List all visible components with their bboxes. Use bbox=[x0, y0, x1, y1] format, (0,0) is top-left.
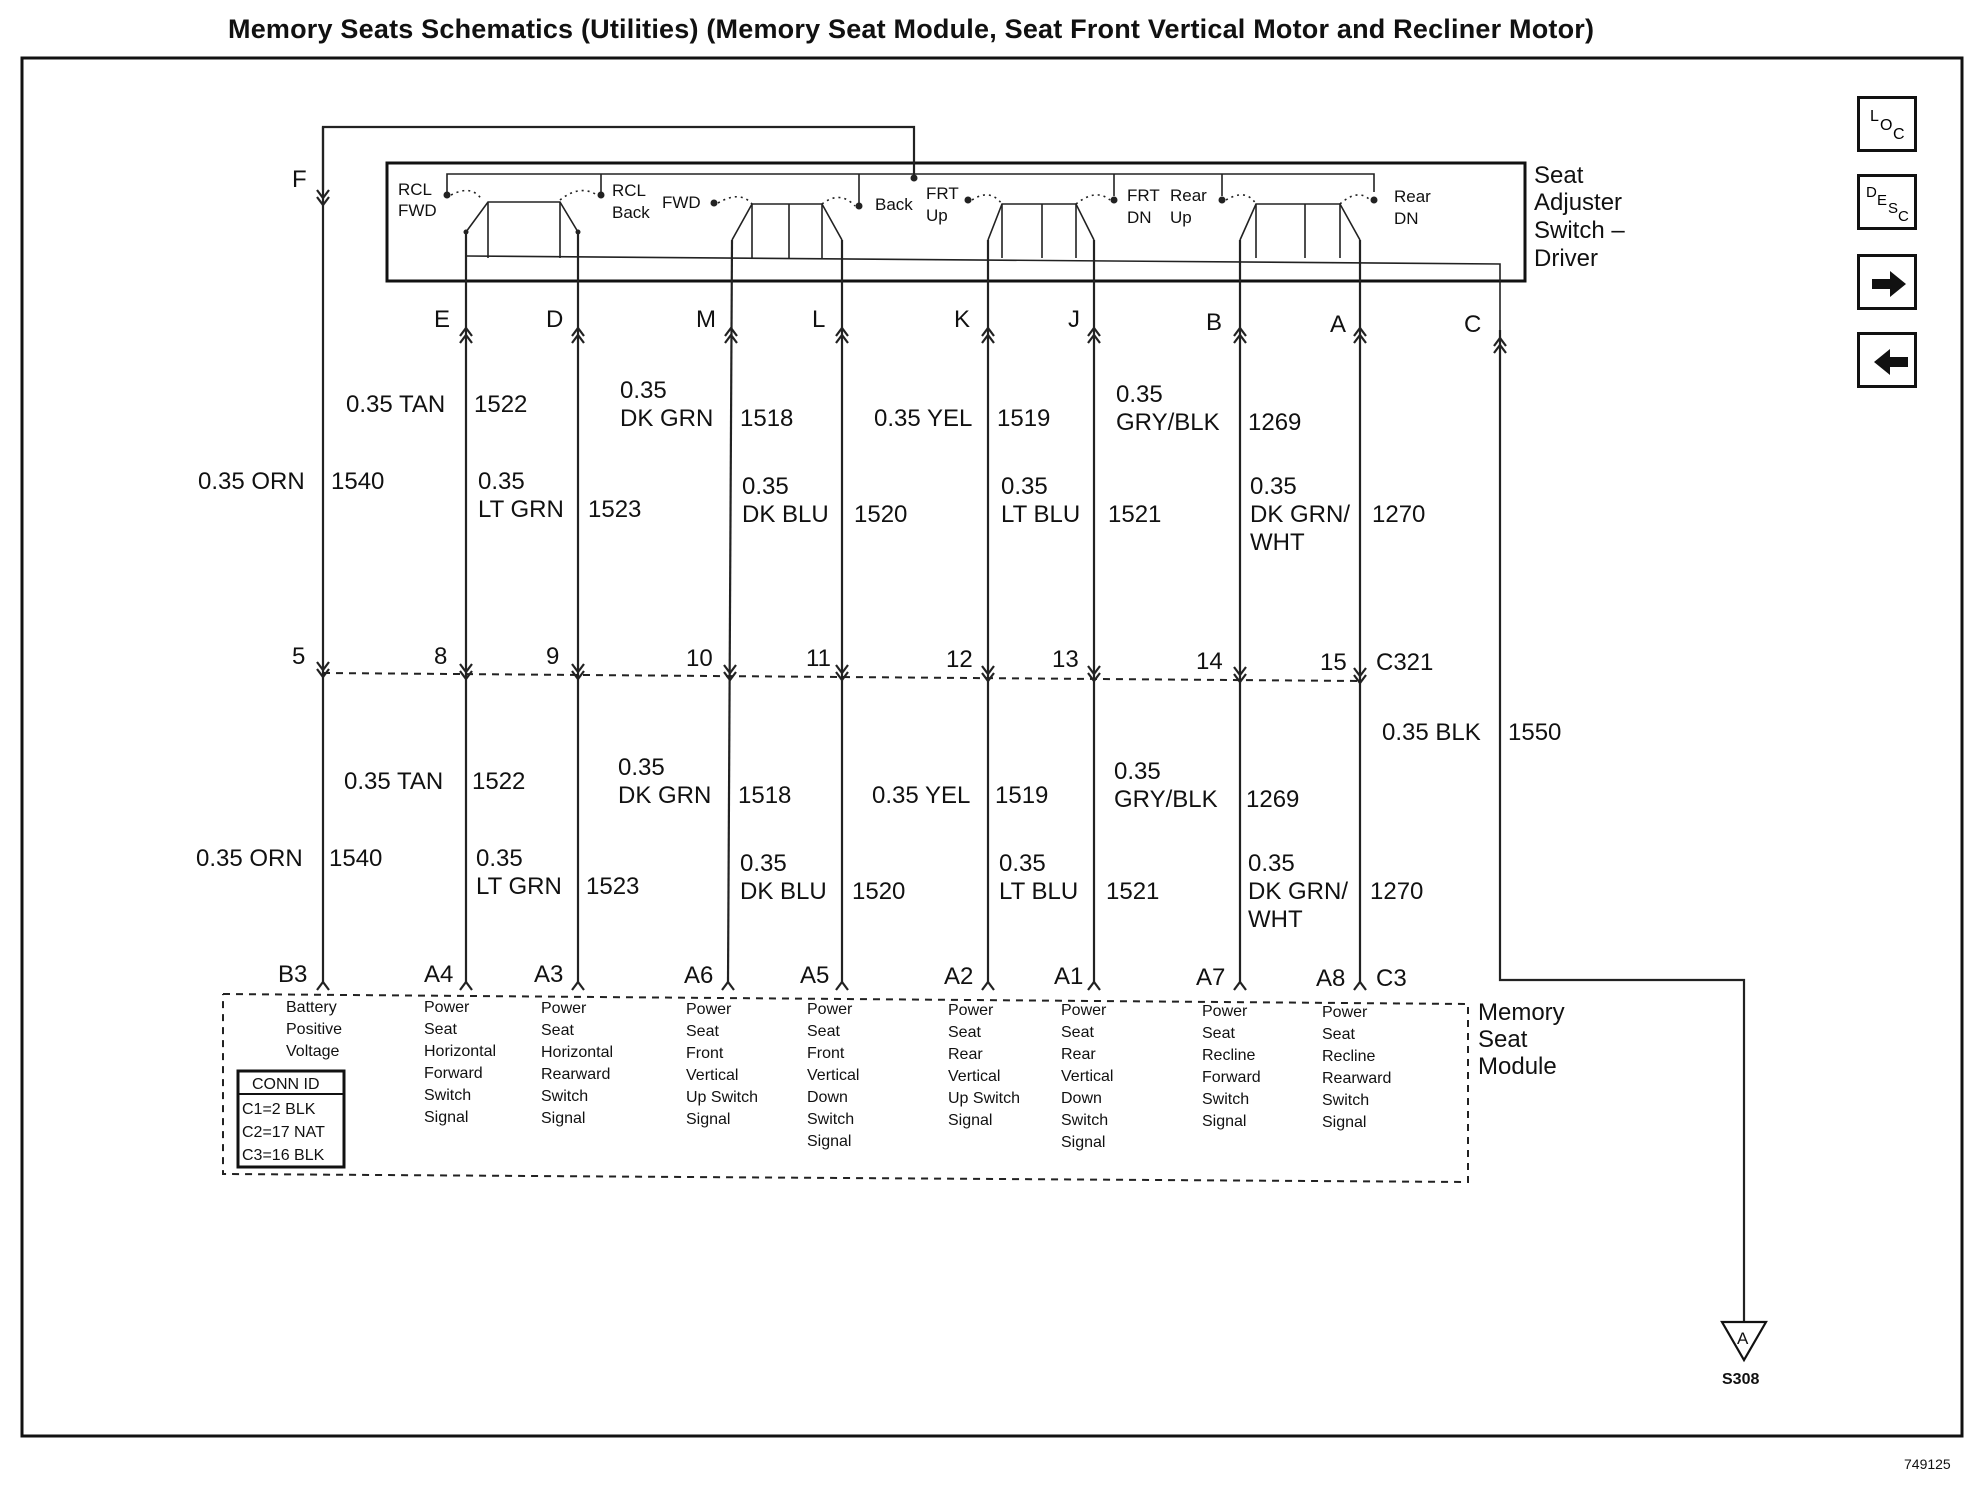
function-a3 bbox=[541, 1000, 613, 1127]
conn-id-table bbox=[238, 1071, 344, 1167]
svg-text:Vertical: Vertical bbox=[948, 1068, 1001, 1085]
switch-pair-horizontal bbox=[711, 197, 863, 258]
upper-1269-gauge: 0.35 bbox=[1116, 381, 1163, 408]
upper-1523-gauge: 0.35 bbox=[478, 468, 525, 495]
upper-1519-color: 0.35 YEL bbox=[874, 405, 973, 432]
svg-text:Front: Front bbox=[686, 1045, 724, 1062]
lower-1270-color-2: WHT bbox=[1248, 906, 1303, 933]
label-frt-dn-1: FRT bbox=[1127, 186, 1160, 205]
svg-text:Switch: Switch bbox=[541, 1088, 589, 1105]
svg-text:Switch: Switch bbox=[1322, 1092, 1370, 1109]
desc-icon-s: S bbox=[1888, 200, 1899, 217]
c321-pin-8: 8 bbox=[434, 643, 448, 670]
svg-text:Vertical: Vertical bbox=[1061, 1068, 1114, 1085]
label-fwd: FWD bbox=[662, 193, 701, 212]
svg-text:Power: Power bbox=[541, 1000, 587, 1017]
svg-text:Switch: Switch bbox=[1061, 1112, 1109, 1129]
function-b3 bbox=[286, 999, 342, 1060]
c321-pin-12: 12 bbox=[946, 646, 973, 673]
upper-1269-num: 1269 bbox=[1248, 409, 1302, 436]
c321-pin-5: 5 bbox=[292, 643, 306, 670]
lower-1270-color: DK GRN/ bbox=[1248, 878, 1349, 905]
desc-icon-d: D bbox=[1866, 184, 1877, 201]
svg-text:Down: Down bbox=[1061, 1090, 1102, 1107]
svg-text:CONN ID: CONN ID bbox=[252, 1076, 320, 1093]
svg-text:Power: Power bbox=[1061, 1002, 1107, 1019]
svg-text:S308: S308 bbox=[1722, 1371, 1760, 1388]
switch-name-line-3: Switch – bbox=[1534, 217, 1625, 244]
diagram-title: Memory Seats Schematics (Utilities) (Memory Seat Module, Seat Front Vertical Motor and Recliner Motor) bbox=[228, 14, 1595, 44]
label-rcl-back-1: RCL bbox=[612, 181, 647, 200]
svg-text:Signal: Signal bbox=[1202, 1113, 1247, 1130]
label-frt-dn-2: DN bbox=[1127, 208, 1152, 227]
lower-1550-color: 0.35 BLK bbox=[1382, 719, 1481, 746]
label-rear-up-1: Rear bbox=[1170, 186, 1207, 205]
svg-text:Signal: Signal bbox=[948, 1112, 993, 1129]
switch-pair-rear-vertical bbox=[1219, 195, 1378, 258]
label-rear-up-2: Up bbox=[1170, 208, 1192, 227]
svg-text:Switch: Switch bbox=[1202, 1091, 1250, 1108]
upper-1523-num: 1523 bbox=[588, 496, 642, 523]
svg-text:Positive: Positive bbox=[286, 1021, 343, 1038]
switch-name-line-1: Seat bbox=[1534, 162, 1584, 189]
svg-text:Vertical: Vertical bbox=[686, 1067, 739, 1084]
loc-icon-c: C bbox=[1893, 126, 1905, 143]
c321-pin-11: 11 bbox=[806, 645, 831, 672]
lower-1520-gauge: 0.35 bbox=[740, 850, 787, 877]
pin-e: E bbox=[434, 306, 451, 333]
lower-1269-color: GRY/BLK bbox=[1114, 786, 1218, 813]
module-pin-a3: A3 bbox=[534, 961, 564, 988]
svg-text:Signal: Signal bbox=[424, 1109, 469, 1126]
loc-icon-o: O bbox=[1880, 117, 1893, 134]
lower-1550-num: 1550 bbox=[1508, 719, 1562, 746]
switch-pair-recline bbox=[444, 191, 605, 258]
memory-seat-module-outline bbox=[223, 994, 1468, 1182]
upper-1519-num: 1519 bbox=[997, 405, 1051, 432]
lower-1269-gauge: 0.35 bbox=[1114, 758, 1161, 785]
label-rcl-fwd-1: RCL bbox=[398, 180, 433, 199]
svg-text:Forward: Forward bbox=[424, 1065, 483, 1082]
svg-text:Forward: Forward bbox=[1202, 1069, 1261, 1086]
loc-icon-l: L bbox=[1870, 108, 1879, 125]
lower-1520-num: 1520 bbox=[852, 878, 906, 905]
svg-text:Switch: Switch bbox=[424, 1087, 472, 1104]
svg-text:Seat: Seat bbox=[948, 1024, 981, 1041]
c321-pin-10: 10 bbox=[686, 645, 713, 672]
desc-icon-e: E bbox=[1877, 192, 1888, 209]
upper-1269-color: GRY/BLK bbox=[1116, 409, 1220, 436]
svg-text:Signal: Signal bbox=[1322, 1114, 1367, 1131]
label-back: Back bbox=[875, 195, 913, 214]
upper-1520-color: DK BLU bbox=[742, 501, 829, 528]
module-pin-a2: A2 bbox=[944, 963, 974, 990]
svg-text:Seat: Seat bbox=[1322, 1026, 1355, 1043]
c321-pin-9: 9 bbox=[546, 643, 560, 670]
lower-1522-color: 0.35 TAN bbox=[344, 768, 444, 795]
function-a8 bbox=[1322, 1004, 1391, 1131]
pin-c: C bbox=[1464, 311, 1482, 338]
loc-button[interactable] bbox=[1857, 96, 1917, 152]
pin-k: K bbox=[954, 306, 971, 333]
lower-1520-color: DK BLU bbox=[740, 878, 827, 905]
svg-text:Up Switch: Up Switch bbox=[686, 1089, 759, 1106]
module-pin-a7: A7 bbox=[1196, 964, 1226, 991]
svg-text:Voltage: Voltage bbox=[286, 1043, 340, 1060]
module-name-line-3: Module bbox=[1478, 1053, 1557, 1080]
svg-text:Seat: Seat bbox=[424, 1021, 457, 1038]
upper-1523-color: LT GRN bbox=[478, 496, 564, 523]
module-pin-b3: B3 bbox=[278, 961, 308, 988]
pin-b: B bbox=[1206, 309, 1223, 336]
svg-text:Signal: Signal bbox=[807, 1133, 852, 1150]
upper-1270-color-2: WHT bbox=[1250, 529, 1305, 556]
module-pin-a8: A8 bbox=[1316, 965, 1346, 992]
ground-splice-s308 bbox=[1722, 1322, 1766, 1388]
upper-1522-num: 1522 bbox=[474, 391, 528, 418]
svg-text:Vertical: Vertical bbox=[807, 1067, 860, 1084]
c321-name: C321 bbox=[1376, 649, 1434, 676]
svg-text:C1=2 BLK: C1=2 BLK bbox=[242, 1101, 316, 1118]
svg-text:Rearward: Rearward bbox=[1322, 1070, 1392, 1087]
svg-text:Power: Power bbox=[807, 1001, 853, 1018]
svg-text:Seat: Seat bbox=[686, 1023, 719, 1040]
svg-text:Seat: Seat bbox=[807, 1023, 840, 1040]
label-rear-dn-2: DN bbox=[1394, 209, 1419, 228]
svg-text:Power: Power bbox=[424, 999, 470, 1016]
outer-frame bbox=[22, 58, 1962, 1436]
module-pin-a6: A6 bbox=[684, 962, 714, 989]
svg-text:Rearward: Rearward bbox=[541, 1066, 611, 1083]
svg-text:Horizontal: Horizontal bbox=[541, 1044, 614, 1061]
label-rcl-fwd-2: FWD bbox=[398, 201, 437, 220]
right-arrow-icon bbox=[1860, 257, 1920, 313]
svg-text:Seat: Seat bbox=[1061, 1024, 1094, 1041]
svg-text:Battery: Battery bbox=[286, 999, 337, 1016]
svg-text:Rear: Rear bbox=[948, 1046, 983, 1063]
module-pin-c3: C3 bbox=[1376, 965, 1407, 992]
switch-name-line-4: Driver bbox=[1534, 245, 1598, 272]
function-a4 bbox=[424, 999, 496, 1126]
upper-1518-color: DK GRN bbox=[620, 405, 714, 432]
module-pin-a1: A1 bbox=[1054, 963, 1084, 990]
lower-1523-num: 1523 bbox=[586, 873, 640, 900]
switch-name-line-2: Adjuster bbox=[1534, 189, 1623, 216]
upper-1518-num: 1518 bbox=[740, 405, 794, 432]
svg-text:Recline: Recline bbox=[1202, 1047, 1256, 1064]
lower-1519-color: 0.35 YEL bbox=[872, 782, 971, 809]
pin-f: F bbox=[292, 166, 307, 193]
lower-1269-num: 1269 bbox=[1246, 786, 1300, 813]
svg-text:Signal: Signal bbox=[686, 1111, 731, 1128]
module-name-line-1: Memory bbox=[1478, 999, 1565, 1026]
svg-text:Front: Front bbox=[807, 1045, 845, 1062]
upper-1540-num: 1540 bbox=[331, 468, 385, 495]
svg-text:C2=17 NAT: C2=17 NAT bbox=[242, 1124, 325, 1141]
function-a2 bbox=[948, 1002, 1020, 1129]
svg-text:Recline: Recline bbox=[1322, 1048, 1376, 1065]
svg-text:Down: Down bbox=[807, 1089, 848, 1106]
label-frt-up-1: FRT bbox=[926, 184, 959, 203]
lower-1522-num: 1522 bbox=[472, 768, 526, 795]
pin-j: J bbox=[1068, 306, 1080, 333]
pin-d: D bbox=[546, 306, 564, 333]
svg-text:Power: Power bbox=[686, 1001, 732, 1018]
svg-text:Signal: Signal bbox=[541, 1110, 586, 1127]
module-pin-a5: A5 bbox=[800, 962, 830, 989]
pin-m: M bbox=[696, 306, 716, 333]
label-frt-up-2: Up bbox=[926, 206, 948, 225]
upper-1270-num: 1270 bbox=[1372, 501, 1426, 528]
upper-1521-gauge: 0.35 bbox=[1001, 473, 1048, 500]
upper-1521-color: LT BLU bbox=[1001, 501, 1081, 528]
pin-l: L bbox=[812, 306, 826, 333]
lower-1523-gauge: 0.35 bbox=[476, 845, 523, 872]
svg-text:Seat: Seat bbox=[541, 1022, 574, 1039]
lower-1518-num: 1518 bbox=[738, 782, 792, 809]
svg-text:Power: Power bbox=[1202, 1003, 1248, 1020]
c321-pin-15: 15 bbox=[1320, 649, 1347, 676]
label-rear-dn-1: Rear bbox=[1394, 187, 1431, 206]
document-number: 749125 bbox=[1904, 1456, 1951, 1472]
switch-pin-chevrons bbox=[317, 190, 1506, 353]
upper-1518-gauge: 0.35 bbox=[620, 377, 667, 404]
c321-pin-13: 13 bbox=[1052, 646, 1079, 673]
function-a1 bbox=[1061, 1002, 1113, 1151]
lower-1518-gauge: 0.35 bbox=[618, 754, 665, 781]
lower-1270-gauge: 0.35 bbox=[1248, 850, 1295, 877]
svg-text:Signal: Signal bbox=[1061, 1134, 1106, 1151]
c321-pin-14: 14 bbox=[1196, 648, 1223, 675]
svg-text:C3=16 BLK: C3=16 BLK bbox=[242, 1147, 325, 1164]
svg-text:Horizontal: Horizontal bbox=[424, 1043, 497, 1060]
left-arrow-icon bbox=[1860, 335, 1920, 391]
lower-1270-num: 1270 bbox=[1370, 878, 1424, 905]
upper-1270-gauge: 0.35 bbox=[1250, 473, 1297, 500]
next-button[interactable] bbox=[1857, 254, 1917, 310]
lower-1521-gauge: 0.35 bbox=[999, 850, 1046, 877]
lower-1540-color: 0.35 ORN bbox=[196, 845, 303, 872]
svg-text:Power: Power bbox=[948, 1002, 994, 1019]
upper-1540-color: 0.35 ORN bbox=[198, 468, 305, 495]
lower-1518-color: DK GRN bbox=[618, 782, 712, 809]
desc-button[interactable] bbox=[1857, 174, 1917, 230]
lower-1523-color: LT GRN bbox=[476, 873, 562, 900]
lower-1519-num: 1519 bbox=[995, 782, 1049, 809]
module-name-line-2: Seat bbox=[1478, 1026, 1528, 1053]
svg-text:Switch: Switch bbox=[807, 1111, 855, 1128]
lower-1521-color: LT BLU bbox=[999, 878, 1079, 905]
lower-1521-num: 1521 bbox=[1106, 878, 1160, 905]
function-a5 bbox=[807, 1001, 859, 1150]
upper-1270-color: DK GRN/ bbox=[1250, 501, 1351, 528]
label-rcl-back-2: Back bbox=[612, 203, 650, 222]
function-a7 bbox=[1202, 1003, 1261, 1130]
svg-text:A: A bbox=[1737, 1329, 1749, 1348]
svg-text:Power: Power bbox=[1322, 1004, 1368, 1021]
lower-1540-num: 1540 bbox=[329, 845, 383, 872]
function-a6 bbox=[686, 1001, 758, 1128]
upper-1520-num: 1520 bbox=[854, 501, 908, 528]
upper-1522-color: 0.35 TAN bbox=[346, 391, 446, 418]
desc-icon-c: C bbox=[1898, 208, 1909, 225]
pin-a: A bbox=[1330, 311, 1347, 338]
switch-common-bus bbox=[447, 174, 1374, 192]
svg-text:Seat: Seat bbox=[1202, 1025, 1235, 1042]
svg-text:Rear: Rear bbox=[1061, 1046, 1096, 1063]
upper-1521-num: 1521 bbox=[1108, 501, 1162, 528]
module-pin-a4: A4 bbox=[424, 961, 454, 988]
prev-button[interactable] bbox=[1857, 332, 1917, 388]
upper-1520-gauge: 0.35 bbox=[742, 473, 789, 500]
svg-text:Up Switch: Up Switch bbox=[948, 1090, 1021, 1107]
